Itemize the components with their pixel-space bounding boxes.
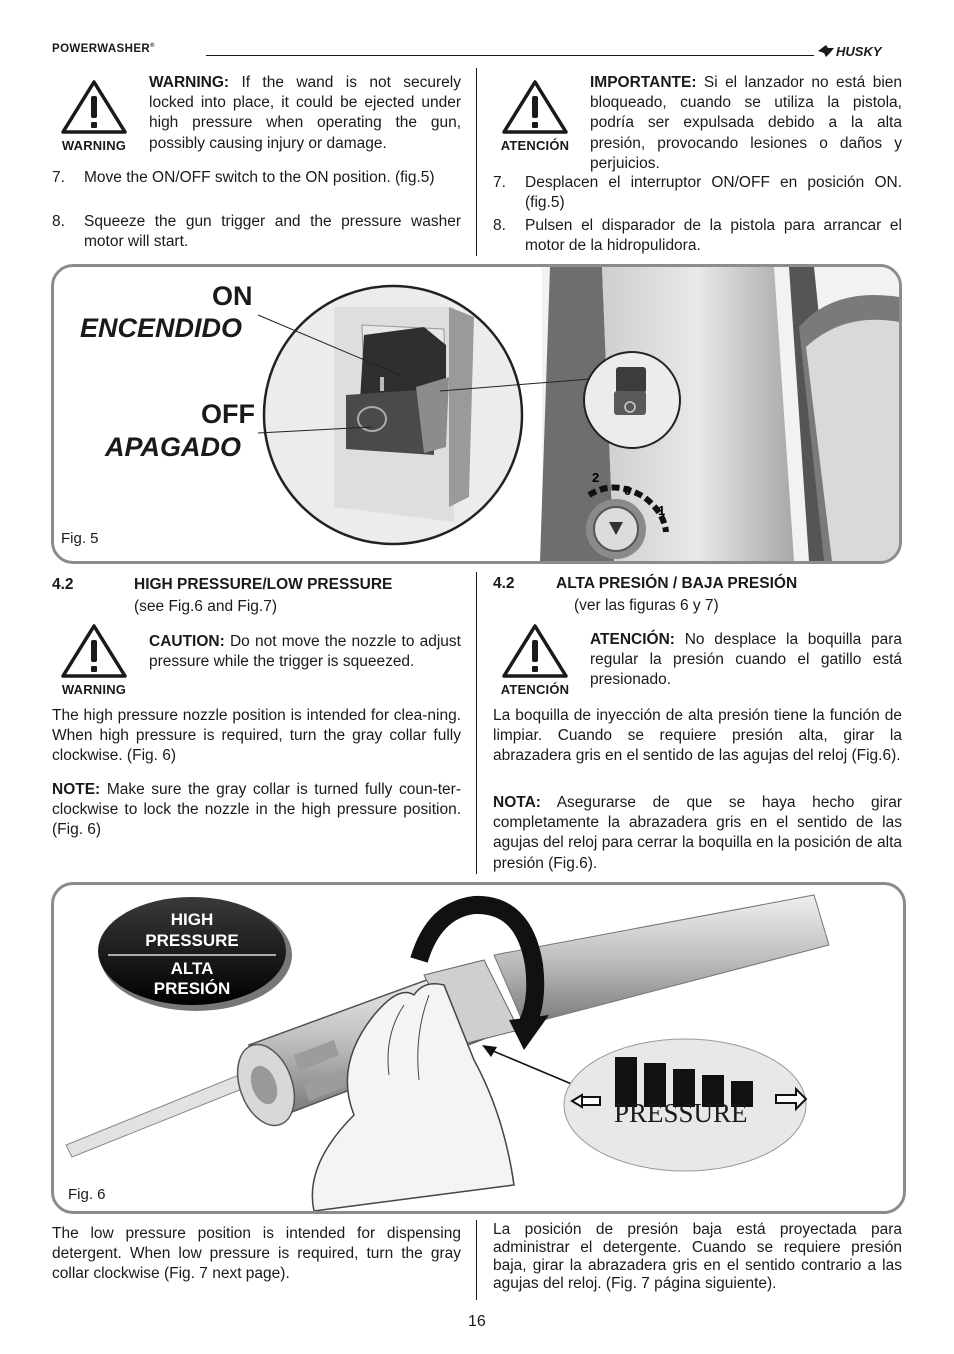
caution-text-en: CAUTION: Do not move the nozzle to adjust pressure while the trigger is squeezed. xyxy=(149,633,461,671)
figure-5-illustration xyxy=(54,267,899,561)
high-pressure-paragraph-es: La boquilla de inyección de alta presión tiene la función de limpiar. Cuando se requiere presión alta, girar la abrazadera gris en el sentido de las agujas del reloj (Fig.6). xyxy=(493,707,902,765)
figure-6 xyxy=(51,882,906,1214)
high-pressure-badge-es-1: ALTA xyxy=(170,959,214,978)
section-title-en: HIGH PRESSURE/LOW PRESSURE xyxy=(134,576,393,593)
high-pressure-badge-en-1: HIGH xyxy=(170,910,214,929)
warning-triangle-icon xyxy=(500,622,570,680)
column-separator-bottom xyxy=(476,1220,477,1300)
list-item: 7. Move the ON/OFF switch to the ON position. (fig.5) xyxy=(52,169,435,186)
warning-triangle-icon xyxy=(59,622,129,680)
figure-5-caption: Fig. 5 xyxy=(61,530,99,547)
figure-6-caption: Fig. 6 xyxy=(68,1186,106,1203)
svg-text:1: 1 xyxy=(658,503,666,518)
label-off: OFF xyxy=(201,399,255,429)
list-item: 8. Pulsen el disparador de la pistola para arrancar el motor de la hidropulidora. xyxy=(493,217,902,255)
section-number-es: 4.2 xyxy=(493,575,515,592)
label-on: ON xyxy=(212,281,253,311)
warning-triangle-icon xyxy=(500,78,570,136)
high-pressure-paragraph-en: The high pressure nozzle position is intended for clea-ning. When high pressure is required, turn the gray collar fully clockwise. (Fig. 6) xyxy=(52,707,461,765)
low-pressure-paragraph-en: The low pressure position is intended for dispensing detergent. When low pressure is required, turn the gray collar clockwise (Fig. 7 next page). xyxy=(52,1225,461,1283)
warning-icon-label: WARNING xyxy=(61,138,127,153)
pressure-label: PRESSURE xyxy=(614,1098,748,1128)
list-item: 7. Desplacen el interruptor ON/OFF en posición ON. (fig.5) xyxy=(493,174,902,212)
warning-text-es: IMPORTANTE: Si el lanzador no está bien bloqueado, cuando se utiliza la pistola, podría ser expulsada debido a la alta presión, provocando lesiones o daños y perjuicios. xyxy=(590,74,902,172)
document-title: POWERWASHER® xyxy=(52,43,155,55)
note-en: NOTE: Make sure the gray collar is turned fully coun-ter-clockwise to lock the nozzle in the high pressure position. (Fig. 6) xyxy=(52,781,461,839)
atencion-icon-label: ATENCIÓN xyxy=(500,682,570,697)
svg-text:HUSKY: HUSKY xyxy=(836,44,882,59)
figure-5 xyxy=(51,264,902,564)
label-encendido: ENCENDIDO xyxy=(80,313,243,343)
high-pressure-badge-en-2: PRESSURE xyxy=(145,931,239,950)
list-item: 8. Squeeze the gun trigger and the pressure washer motor will start. xyxy=(52,213,461,251)
husky-logo xyxy=(816,42,896,60)
warning-icon-block xyxy=(50,78,138,153)
section-subtitle-es: (ver las figuras 6 y 7) xyxy=(574,597,719,614)
caution-text-es: ATENCIÓN: No desplace la boquilla para regular la presión cuando el gatillo está presionado. xyxy=(590,631,902,689)
page-number: 16 xyxy=(468,1313,486,1330)
husky-logo-icon xyxy=(816,42,896,60)
svg-text:2: 2 xyxy=(592,470,600,485)
section-title-es: ALTA PRESIÓN / BAJA PRESIÓN xyxy=(556,575,798,592)
atencion-icon-block xyxy=(491,622,579,697)
column-separator-middle xyxy=(476,572,477,874)
caution-icon-block xyxy=(50,622,138,697)
label-apagado: APAGADO xyxy=(105,432,242,462)
warning-text-en: WARNING: If the wand is not securely locked into place, it could be ejected under high pressure when operating the gun, possibly causing injury or damage. xyxy=(149,74,461,152)
caution-icon-label: WARNING xyxy=(61,682,127,697)
header-rule xyxy=(206,55,814,56)
section-subtitle-en: (see Fig.6 and Fig.7) xyxy=(134,598,278,615)
note-es: NOTA: Asegurarse de que se haya hecho girar completamente la abrazadera gris en el sentido de las agujas del reloj para cerrar la boquilla en la posición de alta presión (Fig.6). xyxy=(493,794,902,872)
high-pressure-badge-es-2: PRESIÓN xyxy=(153,979,231,998)
section-number-en: 4.2 xyxy=(52,576,74,593)
atencion-icon-block xyxy=(491,78,579,153)
low-pressure-paragraph-es: La posición de presión baja está proyectada para administrar el detergente. Cuando se requiere presión baja, girar la abrazadera gris en el sentido contrario a las agujas del reloj. (Fig. 7 página siguiente). xyxy=(493,1221,902,1292)
column-separator-top xyxy=(476,68,477,256)
svg-text:0: 0 xyxy=(624,483,632,498)
warning-triangle-icon xyxy=(59,78,129,136)
atencion-icon-label: ATENCIÓN xyxy=(500,138,570,153)
